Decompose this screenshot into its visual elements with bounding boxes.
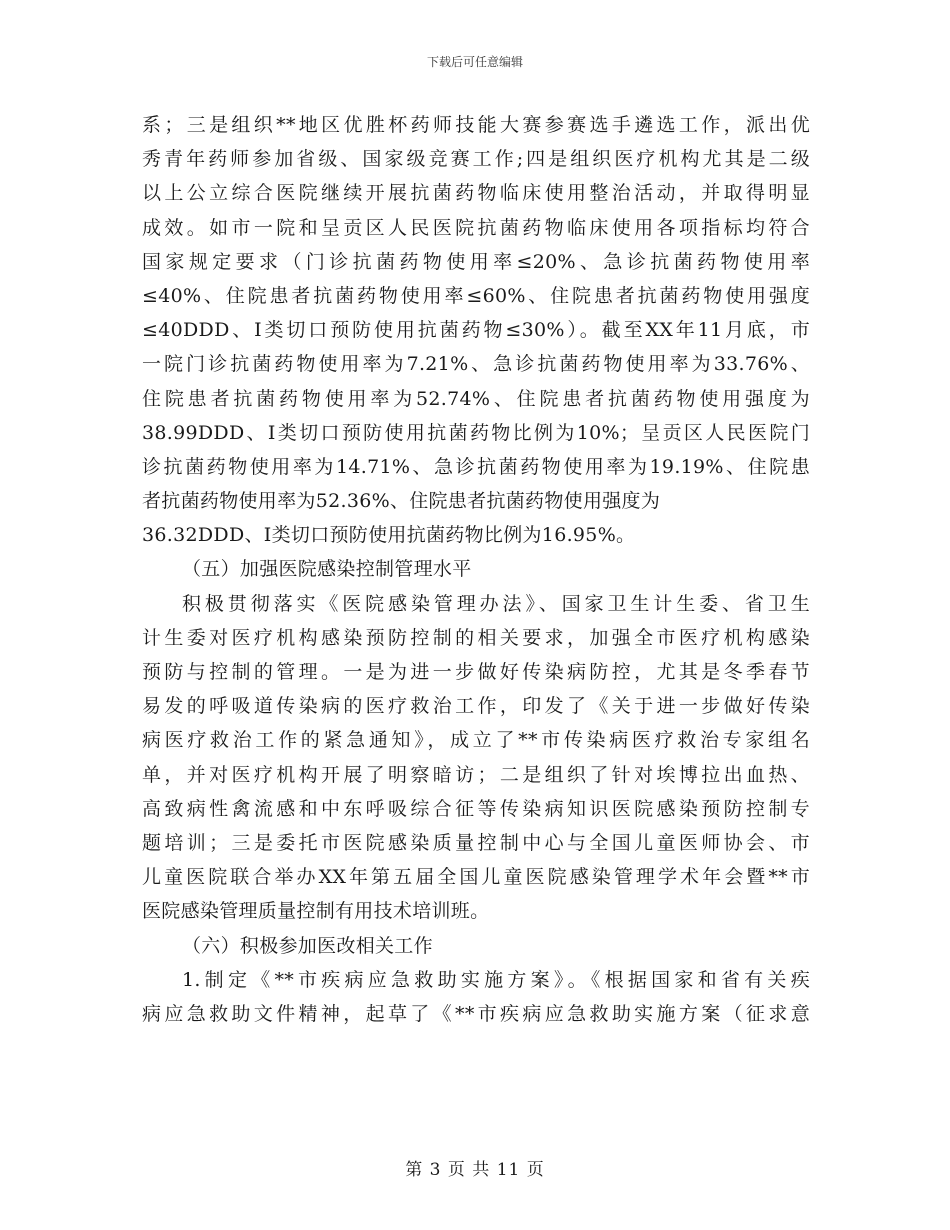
text-line: 病医疗救治工作的紧急通知》，成立了**市传染病医疗救治专家组名 (142, 729, 810, 752)
text-line: 儿童医院联合举办XX年第五届全国儿童医院感染管理学术年会暨**市 (142, 866, 810, 889)
text-line: 病应急救助文件精神，起草了《**市疾病应急救助实施方案（征求意 (142, 1002, 810, 1025)
document-body (142, 108, 810, 1031)
page-footer: 第 3 页 共 11 页 (405, 1160, 545, 1180)
text-line: 医院感染管理质量控制有用技术培训班。 (142, 900, 490, 923)
text-line: 以上公立综合医院继续开展抗菌药物临床使用整治活动，并取得明显 (142, 182, 810, 205)
text-line: 单，并对医疗机构开展了明察暗访；二是组织了针对埃博拉出血热、 (142, 763, 810, 786)
text-line: 一院门诊抗菌药物使用率为7.21%、急诊抗菌药物使用率为33.76%、 (142, 353, 810, 376)
page-header: 下载后可任意编辑 (426, 55, 523, 69)
text-line: 系；三是组织**地区优胜杯药师技能大赛参赛选手遴选工作，派出优 (142, 114, 810, 136)
text-line: ≤40DDD、Ⅰ类切口预防使用抗菌药物≤30%）。截至XX年11月底，市 (142, 319, 810, 342)
text-line: 计生委对医疗机构感染预防控制的相关要求，加强全市医疗机构感染 (142, 626, 810, 649)
section-heading: （五）加强医院感染控制管理水平 (182, 558, 472, 581)
text-line: 者抗菌药物使用率为52.36%、住院患者抗菌药物使用强度为 (142, 490, 661, 513)
text-line: 高致病性禽流感和中东呼吸综合征等传染病知识医院感染预防控制专 (142, 797, 810, 820)
text-line: 易发的呼吸道传染病的医疗救治工作，印发了《关于进一步做好传染 (142, 695, 810, 718)
text-line: 国家规定要求（门诊抗菌药物使用率≤20%、急诊抗菌药物使用率 (142, 250, 810, 273)
text-line: 住院患者抗菌药物使用率为52.74%、住院患者抗菌药物使用强度为 (142, 387, 810, 410)
text-line: 积极贯彻落实《医院感染管理办法》、国家卫生计生委、省卫生 (182, 592, 810, 615)
text-line: 1.制定《**市疾病应急救助实施方案》。《根据国家和省有关疾 (182, 968, 810, 991)
text-line: 预防与控制的管理。一是为进一步做好传染病防控，尤其是冬季春节 (142, 661, 810, 683)
section-heading: （六）积极参加医改相关工作 (182, 934, 433, 957)
text-line: 38.99DDD、Ⅰ类切口预防使用抗菌药物比例为10%；呈贡区人民医院门 (142, 421, 810, 444)
text-line: 秀青年药师参加省级、国家级竞赛工作;四是组织医疗机构尤其是二级 (142, 148, 810, 171)
text-line: 36.32DDD、Ⅰ类切口预防使用抗菌药物比例为16.95%。 (142, 524, 636, 547)
text-line: 诊抗菌药物使用率为14.71%、急诊抗菌药物使用率为19.19%、住院患 (142, 455, 810, 478)
text-line: ≤40%、住院患者抗菌药物使用率≤60%、住院患者抗菌药物使用强度 (142, 284, 810, 307)
text-line: 成效。如市一院和呈贡区人民医院抗菌药物临床使用各项指标均符合 (142, 216, 810, 239)
text-line: 题培训；三是委托市医院感染质量控制中心与全国儿童医师协会、市 (142, 831, 810, 854)
